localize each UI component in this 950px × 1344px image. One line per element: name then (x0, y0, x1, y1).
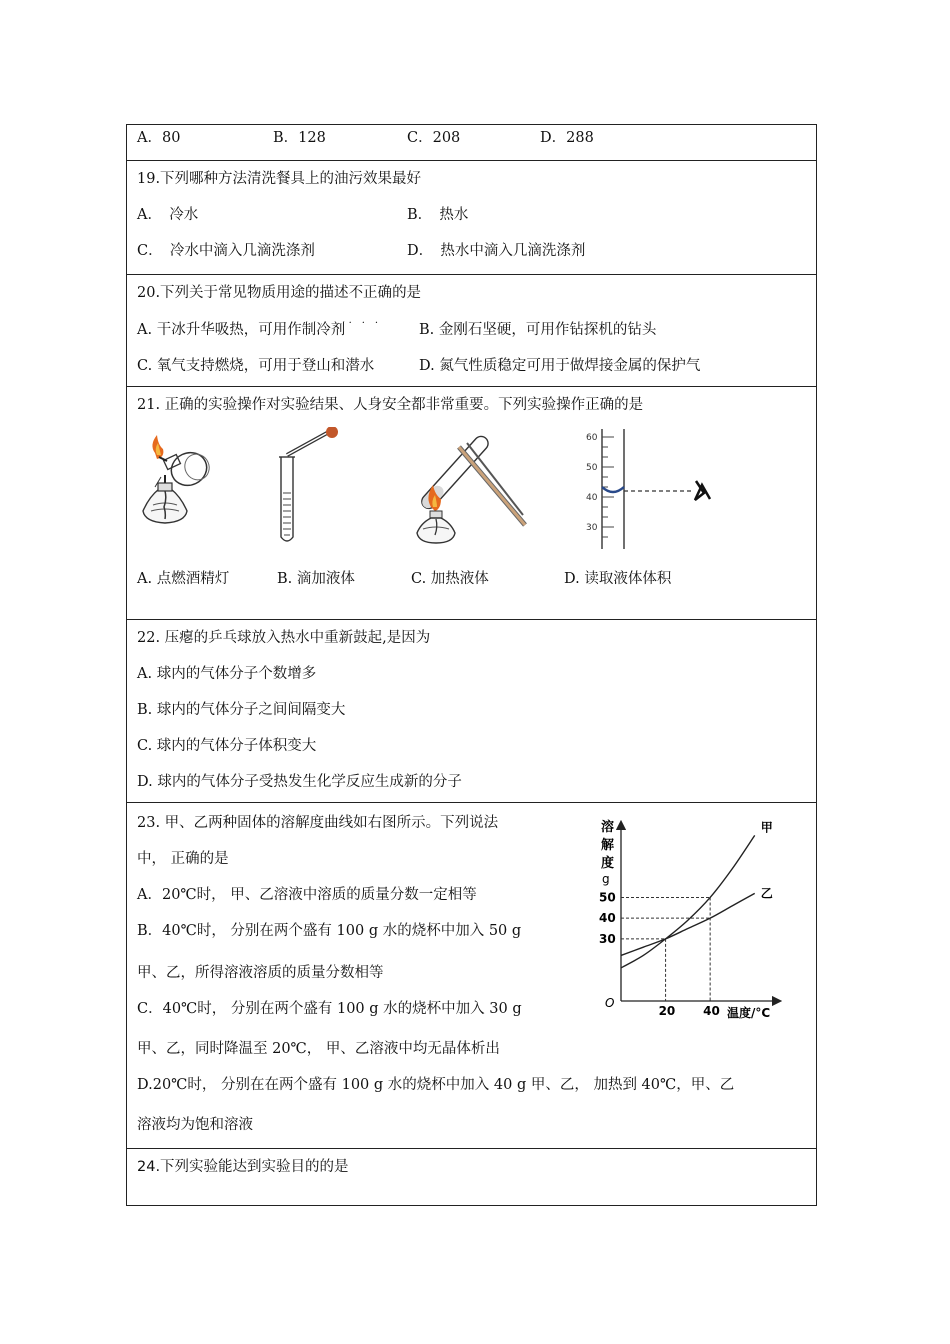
q20-option-a[interactable]: A. 干冰升华吸热，可用作制冷剂 (137, 322, 346, 338)
q21-option-b[interactable]: B. 滴加液体 (277, 571, 355, 587)
ylabel-char-1: 溶 (601, 820, 615, 835)
eye-icon (695, 481, 710, 500)
y-tick-30: 30 (599, 931, 616, 946)
q20-option-b[interactable]: B. 金刚石坚硬，可用作钻探机的钻头 (419, 322, 657, 338)
q22-option-c[interactable]: C. 球内的气体分子体积变大 (137, 738, 317, 754)
q18-cell (127, 125, 816, 161)
q22-option-b[interactable]: B. 球内的气体分子之间间隔变大 (137, 702, 346, 718)
q19-option-b[interactable]: B． 热水 (407, 207, 469, 223)
q23-option-b-line1[interactable]: B．40℃时， 分别在两个盛有 100 g 水的烧杯中加入 50 g (137, 923, 522, 939)
q21-stem: 21. 正确的实验操作对实验结果、人身安全都非常重要。下列实验操作正确的是 (137, 397, 644, 413)
ylabel-char-2: 解 (601, 838, 615, 853)
y-unit: g (602, 872, 610, 886)
q18-option-c[interactable]: C．208 (407, 130, 461, 146)
q23-option-c-line1[interactable]: C．40℃时， 分别在两个盛有 100 g 水的烧杯中加入 30 g (137, 1001, 522, 1017)
question-table (126, 124, 817, 1206)
q23-stem-line2: 中， 正确的是 (137, 851, 229, 867)
dropper-test-tube-figure (267, 427, 347, 552)
q20-emphasis: 不正确 ··· (348, 285, 393, 329)
cylinder-tick-50: 50 (586, 463, 598, 473)
q19-option-c[interactable]: C． 冷水中滴入几滴洗涤剂 (137, 243, 315, 259)
q22-option-d[interactable]: D. 球内的气体分子受热发生化学反应生成新的分子 (137, 774, 462, 790)
q22-option-a[interactable]: A. 球内的气体分子个数增多 (137, 666, 317, 682)
x-tick-40: 40 (703, 1004, 720, 1018)
y-tick-50: 50 (599, 890, 616, 905)
q20-option-d[interactable]: D. 氮气性质稳定可用于做焊接金属的保护气 (419, 358, 701, 374)
heating-test-tube-figure (405, 425, 530, 550)
origin-label: O (605, 996, 615, 1010)
q23-option-d-line1[interactable]: D.20℃时， 分别在在两个盛有 100 g 水的烧杯中加入 40 g 甲、乙， 加热到 40℃，甲、乙 (137, 1077, 735, 1093)
cylinder-tick-40: 40 (586, 493, 598, 503)
q19-option-a[interactable]: A． 冷水 (137, 207, 199, 223)
q19-option-d[interactable]: D． 热水中滴入几滴洗涤剂 (407, 243, 586, 259)
graduated-cylinder-figure (582, 427, 732, 552)
q21-option-d[interactable]: D. 读取液体体积 (564, 571, 672, 587)
q19-stem: 19.下列哪种方法清洗餐具上的油污效果最好 (137, 171, 422, 187)
q21-option-a[interactable]: A. 点燃酒精灯 (137, 571, 230, 587)
y-tick-40: 40 (599, 911, 616, 926)
q24-cell (127, 1149, 816, 1205)
q23-option-c-line2: 甲、乙，同时降温至 20℃， 甲、乙溶液中均无晶体析出 (137, 1041, 500, 1057)
q22-stem: 22. 压瘪的乒乓球放入热水中重新鼓起,是因为 (137, 630, 431, 646)
q23-cell (127, 803, 816, 1149)
series-line-yi (621, 893, 755, 955)
q21-option-c[interactable]: C. 加热液体 (411, 571, 489, 587)
cylinder-tick-60: 60 (586, 433, 598, 443)
q22-cell (127, 620, 816, 803)
q20-stem: 20.下列关于常见物质用途的描述不正确 ··· 的是 (137, 285, 422, 329)
q20-option-c[interactable]: C. 氧气支持燃烧，可用于登山和潜水 (137, 358, 375, 374)
q21-cell (127, 387, 816, 620)
q18-option-a[interactable]: A．80 (137, 130, 181, 146)
q20-cell (127, 275, 816, 387)
q23-option-a[interactable]: A．20℃时， 甲、乙溶液中溶质的质量分数一定相等 (137, 887, 477, 903)
q18-option-d[interactable]: D．288 (540, 130, 594, 146)
q19-cell (127, 161, 816, 275)
series-label-jia: 甲 (760, 820, 773, 835)
x-tick-20: 20 (658, 1004, 676, 1018)
solubility-chart (587, 811, 787, 1021)
q23-option-b-line2: 甲、乙，所得溶液溶质的质量分数相等 (137, 965, 384, 981)
q18-option-b[interactable]: B．128 (273, 130, 326, 146)
q23-option-d-line2: 溶液均为饱和溶液 (137, 1117, 253, 1133)
q23-stem-line1: 23. 甲、乙两种固体的溶解度曲线如右图所示。下列说法 (137, 815, 499, 831)
x-axis-label: 温度/°C (727, 1006, 771, 1020)
series-label-yi: 乙 (760, 886, 773, 901)
alcohol-lamp-lighting-figure (129, 427, 229, 547)
q24-stem: 24.下列实验能达到实验目的的是 (137, 1159, 349, 1175)
cylinder-tick-30: 30 (586, 523, 598, 533)
ylabel-char-3: 度 (601, 856, 615, 871)
